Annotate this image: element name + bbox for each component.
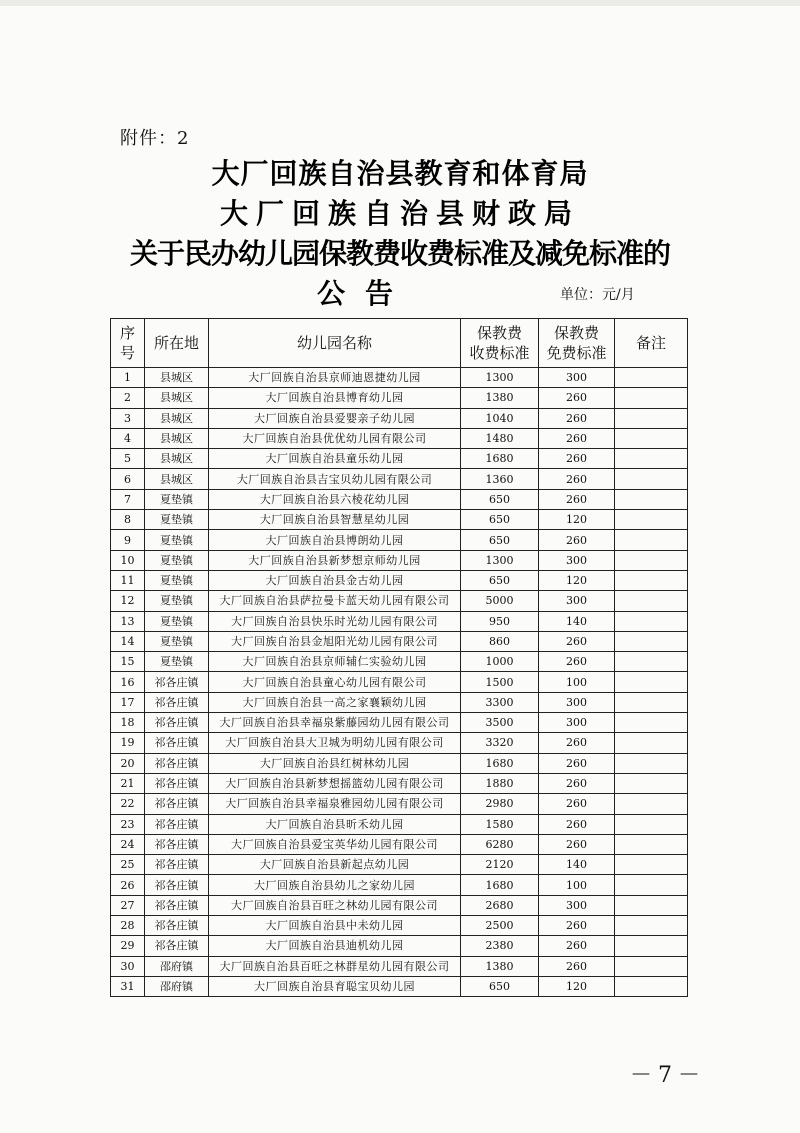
cell-location: 祁各庄镇 <box>145 834 209 854</box>
cell-remark <box>615 976 688 996</box>
cell-name: 大厂回族自治县育聪宝贝幼儿园 <box>209 976 461 996</box>
cell-remark <box>615 530 688 550</box>
cell-remark <box>615 428 688 448</box>
cell-seq: 25 <box>111 855 145 875</box>
cell-remark <box>615 591 688 611</box>
cell-remark <box>615 956 688 976</box>
cell-location: 夏垫镇 <box>145 489 209 509</box>
cell-fee: 650 <box>461 510 539 530</box>
cell-location: 祁各庄镇 <box>145 794 209 814</box>
table-row <box>111 408 688 428</box>
cell-name: 大厂回族自治县博朗幼儿园 <box>209 530 461 550</box>
cell-name: 大厂回族自治县吉宝贝幼儿园有限公司 <box>209 469 461 489</box>
cell-waiver: 260 <box>539 794 615 814</box>
cell-waiver: 140 <box>539 611 615 631</box>
cell-remark <box>615 408 688 428</box>
table-row <box>111 956 688 976</box>
table-row <box>111 631 688 651</box>
cell-name: 大厂回族自治县童乐幼儿园 <box>209 449 461 469</box>
cell-seq: 13 <box>111 611 145 631</box>
cell-seq: 21 <box>111 773 145 793</box>
cell-seq: 22 <box>111 794 145 814</box>
cell-location: 县城区 <box>145 449 209 469</box>
table-row <box>111 936 688 956</box>
table-row <box>111 895 688 915</box>
header-waiver <box>539 319 615 368</box>
table-row <box>111 591 688 611</box>
cell-name: 大厂回族自治县萨拉曼卡蓝天幼儿园有限公司 <box>209 591 461 611</box>
table-row <box>111 692 688 712</box>
table-row <box>111 428 688 448</box>
cell-seq: 12 <box>111 591 145 611</box>
cell-fee: 2120 <box>461 855 539 875</box>
cell-remark <box>615 753 688 773</box>
cell-fee: 1360 <box>461 469 539 489</box>
cell-location: 祁各庄镇 <box>145 773 209 793</box>
cell-remark <box>615 550 688 570</box>
cell-seq: 3 <box>111 408 145 428</box>
table-row <box>111 388 688 408</box>
table-header-row <box>111 319 688 368</box>
header-fee-line1: 保教费 <box>476 324 522 342</box>
cell-waiver: 260 <box>539 834 615 854</box>
cell-remark <box>615 510 688 530</box>
cell-seq: 11 <box>111 570 145 590</box>
cell-seq: 14 <box>111 631 145 651</box>
cell-seq: 18 <box>111 713 145 733</box>
cell-remark <box>615 895 688 915</box>
cell-waiver: 260 <box>539 814 615 834</box>
cell-name: 大厂回族自治县大卫城为明幼儿园有限公司 <box>209 733 461 753</box>
cell-name: 大厂回族自治县幸福泉紫藤园幼儿园有限公司 <box>209 713 461 733</box>
cell-location: 祁各庄镇 <box>145 733 209 753</box>
document-title <box>0 154 800 314</box>
cell-location: 县城区 <box>145 408 209 428</box>
cell-fee: 2680 <box>461 895 539 915</box>
cell-fee: 1380 <box>461 388 539 408</box>
cell-name: 大厂回族自治县新梦想摇篮幼儿园有限公司 <box>209 773 461 793</box>
table-row <box>111 611 688 631</box>
cell-location: 祁各庄镇 <box>145 936 209 956</box>
cell-fee: 3300 <box>461 692 539 712</box>
cell-location: 夏垫镇 <box>145 510 209 530</box>
table-row <box>111 875 688 895</box>
cell-fee: 860 <box>461 631 539 651</box>
cell-remark <box>615 713 688 733</box>
cell-waiver: 260 <box>539 469 615 489</box>
cell-location: 夏垫镇 <box>145 631 209 651</box>
cell-seq: 15 <box>111 652 145 672</box>
cell-remark <box>615 814 688 834</box>
cell-waiver: 300 <box>539 368 615 388</box>
cell-name: 大厂回族自治县博育幼儿园 <box>209 388 461 408</box>
cell-seq: 30 <box>111 956 145 976</box>
header-seq-text: 序号 <box>119 324 135 362</box>
table-body <box>111 368 688 997</box>
table-row <box>111 570 688 590</box>
cell-fee: 650 <box>461 976 539 996</box>
table-row <box>111 652 688 672</box>
cell-waiver: 260 <box>539 631 615 651</box>
cell-waiver: 260 <box>539 773 615 793</box>
cell-fee: 1000 <box>461 652 539 672</box>
table-row <box>111 834 688 854</box>
cell-name: 大厂回族自治县百旺之林群星幼儿园有限公司 <box>209 956 461 976</box>
cell-remark <box>615 469 688 489</box>
cell-remark <box>615 388 688 408</box>
cell-fee: 650 <box>461 489 539 509</box>
title-line-4: 公告 <box>316 277 413 310</box>
cell-location: 县城区 <box>145 368 209 388</box>
cell-seq: 31 <box>111 976 145 996</box>
cell-waiver: 300 <box>539 591 615 611</box>
cell-name: 大厂回族自治县爱婴亲子幼儿园 <box>209 408 461 428</box>
cell-location: 夏垫镇 <box>145 591 209 611</box>
cell-waiver: 120 <box>539 510 615 530</box>
cell-waiver: 260 <box>539 428 615 448</box>
cell-fee: 1680 <box>461 753 539 773</box>
cell-name: 大厂回族自治县新梦想京师幼儿园 <box>209 550 461 570</box>
cell-location: 夏垫镇 <box>145 611 209 631</box>
table-row <box>111 672 688 692</box>
table-row <box>111 733 688 753</box>
header-waiver-line2: 免费标准 <box>546 344 607 362</box>
cell-name: 大厂回族自治县京师迪恩捷幼儿园 <box>209 368 461 388</box>
cell-name: 大厂回族自治县中未幼儿园 <box>209 916 461 936</box>
cell-waiver: 260 <box>539 408 615 428</box>
cell-remark <box>615 631 688 651</box>
header-location: 所在地 <box>145 319 209 368</box>
cell-remark <box>615 733 688 753</box>
cell-seq: 20 <box>111 753 145 773</box>
cell-waiver: 260 <box>539 936 615 956</box>
table-row <box>111 368 688 388</box>
cell-seq: 2 <box>111 388 145 408</box>
cell-fee: 1480 <box>461 428 539 448</box>
cell-remark <box>615 936 688 956</box>
cell-waiver: 120 <box>539 570 615 590</box>
cell-seq: 23 <box>111 814 145 834</box>
table-row <box>111 713 688 733</box>
cell-fee: 1680 <box>461 875 539 895</box>
cell-seq: 7 <box>111 489 145 509</box>
cell-fee: 1680 <box>461 449 539 469</box>
cell-fee: 2500 <box>461 916 539 936</box>
cell-waiver: 300 <box>539 895 615 915</box>
header-fee-line2: 收费标准 <box>469 344 530 362</box>
cell-location: 祁各庄镇 <box>145 692 209 712</box>
cell-seq: 29 <box>111 936 145 956</box>
cell-location: 夏垫镇 <box>145 530 209 550</box>
cell-name: 大厂回族自治县昕禾幼儿园 <box>209 814 461 834</box>
cell-seq: 19 <box>111 733 145 753</box>
cell-remark <box>615 855 688 875</box>
cell-waiver: 260 <box>539 449 615 469</box>
cell-seq: 8 <box>111 510 145 530</box>
cell-seq: 10 <box>111 550 145 570</box>
title-line-2: 大厂回族自治县财政局 <box>219 197 580 230</box>
table-row <box>111 469 688 489</box>
cell-waiver: 260 <box>539 733 615 753</box>
cell-remark <box>615 570 688 590</box>
title-line-3: 关于民办幼儿园保教费收费标准及减免标准的 <box>129 237 670 270</box>
cell-location: 祁各庄镇 <box>145 875 209 895</box>
cell-seq: 4 <box>111 428 145 448</box>
cell-seq: 24 <box>111 834 145 854</box>
cell-waiver: 260 <box>539 916 615 936</box>
table-row <box>111 449 688 469</box>
table-row <box>111 773 688 793</box>
cell-fee: 2980 <box>461 794 539 814</box>
cell-waiver: 260 <box>539 753 615 773</box>
cell-waiver: 100 <box>539 875 615 895</box>
header-seq <box>111 319 145 368</box>
cell-location: 县城区 <box>145 428 209 448</box>
cell-remark <box>615 692 688 712</box>
cell-name: 大厂回族自治县一高之家襄颖幼儿园 <box>209 692 461 712</box>
header-name: 幼儿园名称 <box>209 319 461 368</box>
cell-name: 大厂回族自治县童心幼儿园有限公司 <box>209 672 461 692</box>
cell-fee: 3320 <box>461 733 539 753</box>
table-row <box>111 510 688 530</box>
header-fee <box>461 319 539 368</box>
cell-location: 县城区 <box>145 388 209 408</box>
cell-location: 祁各庄镇 <box>145 672 209 692</box>
cell-location: 祁各庄镇 <box>145 895 209 915</box>
cell-name: 大厂回族自治县百旺之林幼儿园有限公司 <box>209 895 461 915</box>
header-waiver-line1: 保教费 <box>553 324 599 342</box>
cell-remark <box>615 875 688 895</box>
cell-name: 大厂回族自治县六棱花幼儿园 <box>209 489 461 509</box>
cell-name: 大厂回族自治县爱宝英华幼儿园有限公司 <box>209 834 461 854</box>
cell-waiver: 140 <box>539 855 615 875</box>
cell-waiver: 260 <box>539 652 615 672</box>
cell-location: 邵府镇 <box>145 956 209 976</box>
fee-table <box>110 318 688 997</box>
cell-waiver: 260 <box>539 530 615 550</box>
cell-fee: 6280 <box>461 834 539 854</box>
table-row <box>111 916 688 936</box>
cell-seq: 27 <box>111 895 145 915</box>
cell-remark <box>615 916 688 936</box>
cell-name: 大厂回族自治县优优幼儿园有限公司 <box>209 428 461 448</box>
cell-fee: 1500 <box>461 672 539 692</box>
cell-fee: 1040 <box>461 408 539 428</box>
cell-name: 大厂回族自治县京师辅仁实验幼儿园 <box>209 652 461 672</box>
table-row <box>111 530 688 550</box>
table-row <box>111 489 688 509</box>
cell-remark <box>615 489 688 509</box>
cell-remark <box>615 611 688 631</box>
cell-remark <box>615 449 688 469</box>
cell-name: 大厂回族自治县红树林幼儿园 <box>209 753 461 773</box>
cell-fee: 650 <box>461 570 539 590</box>
cell-location: 夏垫镇 <box>145 550 209 570</box>
cell-fee: 950 <box>461 611 539 631</box>
cell-fee: 1300 <box>461 368 539 388</box>
cell-remark <box>615 368 688 388</box>
cell-location: 祁各庄镇 <box>145 916 209 936</box>
cell-location: 夏垫镇 <box>145 652 209 672</box>
cell-remark <box>615 834 688 854</box>
attachment-label: 附件：2 <box>120 128 190 149</box>
cell-name: 大厂回族自治县幼儿之家幼儿园 <box>209 875 461 895</box>
table-row <box>111 753 688 773</box>
cell-location: 祁各庄镇 <box>145 814 209 834</box>
cell-seq: 16 <box>111 672 145 692</box>
cell-name: 大厂回族自治县幸福泉雅园幼儿园有限公司 <box>209 794 461 814</box>
cell-name: 大厂回族自治县智慧星幼儿园 <box>209 510 461 530</box>
cell-name: 大厂回族自治县迪机幼儿园 <box>209 936 461 956</box>
header-remark: 备注 <box>615 319 688 368</box>
cell-name: 大厂回族自治县快乐时光幼儿园有限公司 <box>209 611 461 631</box>
table-row <box>111 976 688 996</box>
cell-location: 祁各庄镇 <box>145 753 209 773</box>
cell-waiver: 120 <box>539 976 615 996</box>
cell-location: 邵府镇 <box>145 976 209 996</box>
cell-waiver: 300 <box>539 692 615 712</box>
cell-seq: 5 <box>111 449 145 469</box>
cell-seq: 28 <box>111 916 145 936</box>
cell-seq: 1 <box>111 368 145 388</box>
cell-waiver: 260 <box>539 489 615 509</box>
cell-fee: 3500 <box>461 713 539 733</box>
unit-label: 单位：元/月 <box>560 287 635 303</box>
cell-waiver: 300 <box>539 713 615 733</box>
table-row <box>111 794 688 814</box>
cell-waiver: 260 <box>539 388 615 408</box>
table-row <box>111 855 688 875</box>
cell-remark <box>615 794 688 814</box>
cell-fee: 1380 <box>461 956 539 976</box>
cell-fee: 1580 <box>461 814 539 834</box>
cell-location: 祁各庄镇 <box>145 713 209 733</box>
cell-remark <box>615 652 688 672</box>
cell-seq: 6 <box>111 469 145 489</box>
cell-name: 大厂回族自治县金古幼儿园 <box>209 570 461 590</box>
cell-remark <box>615 773 688 793</box>
title-line-1: 大厂回族自治县教育和体育局 <box>211 157 589 190</box>
cell-fee: 1880 <box>461 773 539 793</box>
cell-remark <box>615 672 688 692</box>
table-row <box>111 814 688 834</box>
cell-location: 县城区 <box>145 469 209 489</box>
table-row <box>111 550 688 570</box>
cell-name: 大厂回族自治县新起点幼儿园 <box>209 855 461 875</box>
page-number: －7－ <box>630 1063 706 1088</box>
cell-waiver: 300 <box>539 550 615 570</box>
cell-waiver: 100 <box>539 672 615 692</box>
cell-seq: 9 <box>111 530 145 550</box>
cell-seq: 17 <box>111 692 145 712</box>
cell-fee: 2380 <box>461 936 539 956</box>
cell-name: 大厂回族自治县金旭阳光幼儿园有限公司 <box>209 631 461 651</box>
cell-seq: 26 <box>111 875 145 895</box>
cell-location: 夏垫镇 <box>145 570 209 590</box>
cell-location: 祁各庄镇 <box>145 855 209 875</box>
cell-fee: 650 <box>461 530 539 550</box>
cell-fee: 1300 <box>461 550 539 570</box>
cell-waiver: 260 <box>539 956 615 976</box>
cell-fee: 5000 <box>461 591 539 611</box>
